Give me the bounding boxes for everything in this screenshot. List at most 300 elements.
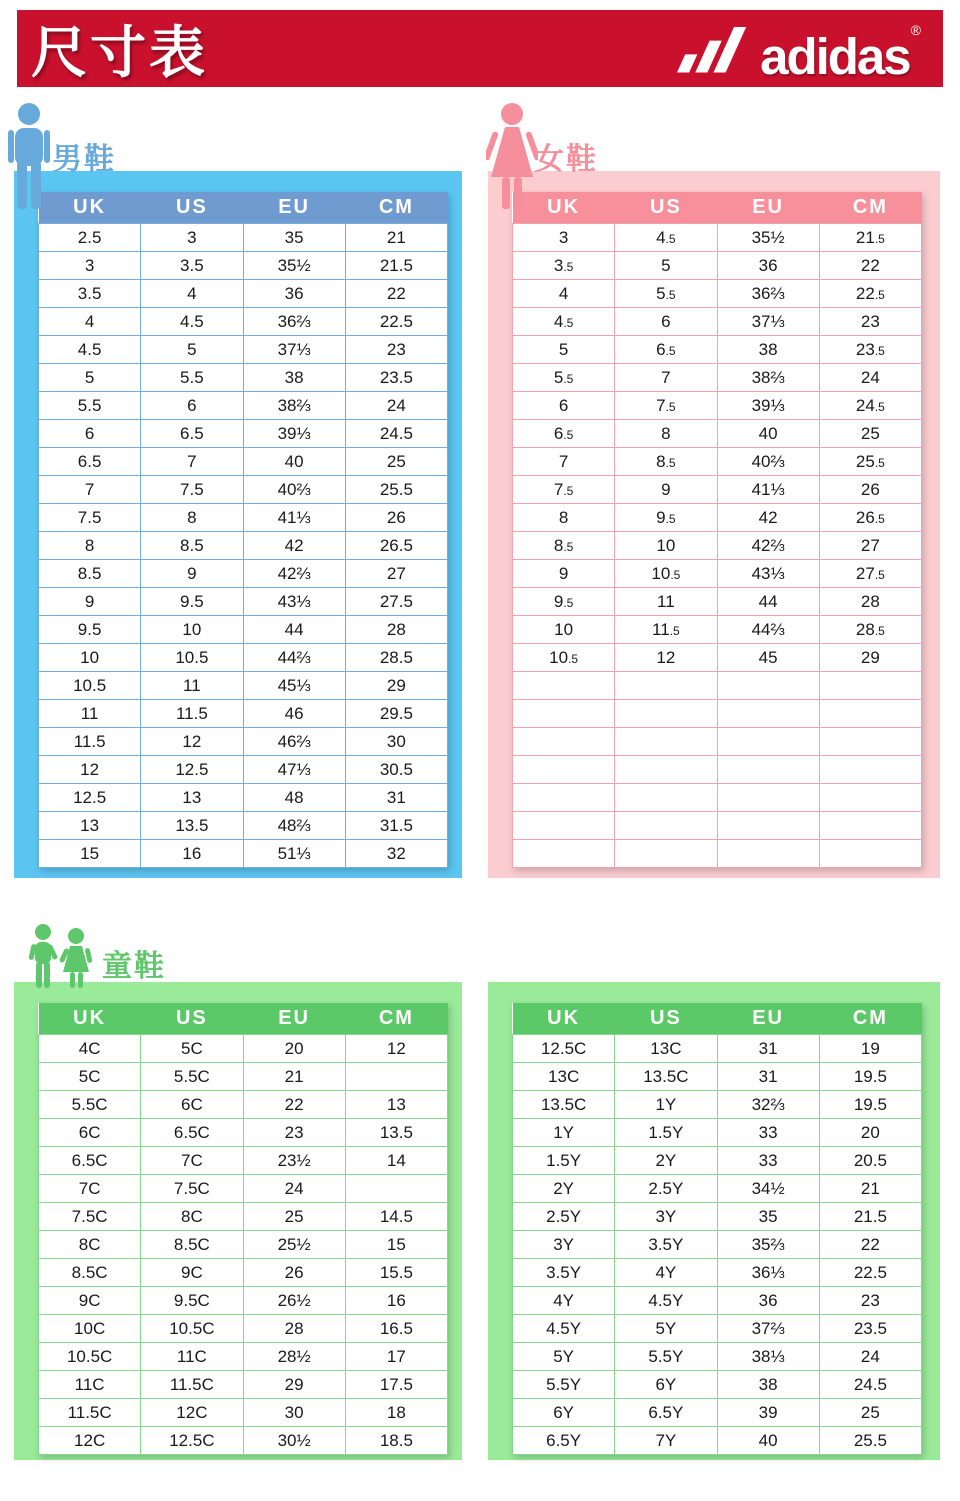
column-header: US: [141, 192, 243, 224]
table-cell: 10.5C: [39, 1343, 141, 1371]
table-cell: 29.5: [345, 700, 447, 728]
table-cell: 24.5: [345, 420, 447, 448]
table-cell: 6.5: [615, 336, 717, 364]
table-cell: [717, 812, 819, 840]
table-row: [39, 308, 448, 336]
table-cell: 36⅓: [717, 1259, 819, 1287]
table-cell: 9: [141, 560, 243, 588]
table-cell: 11.5: [615, 616, 717, 644]
table-cell: 22: [243, 1091, 345, 1119]
table-cell: 6C: [39, 1119, 141, 1147]
table-cell: 30: [345, 728, 447, 756]
table-cell: 10.5C: [141, 1315, 243, 1343]
table-cell: 8: [615, 420, 717, 448]
table-cell: 21.5: [819, 1203, 921, 1231]
table-row: [39, 1147, 448, 1175]
table-row: [513, 1203, 922, 1231]
table-cell: 21: [345, 224, 447, 252]
table-cell: 7Y: [615, 1427, 717, 1455]
table-cell: [615, 728, 717, 756]
table-cell: 39: [717, 1399, 819, 1427]
table-cell: 3.5: [513, 252, 615, 280]
table-cell: 35½: [717, 224, 819, 252]
size-table: [512, 1003, 922, 1455]
table-cell: 12: [141, 728, 243, 756]
table-cell: 27: [345, 560, 447, 588]
table-cell: 14.5: [345, 1203, 447, 1231]
table-cell: 23½: [243, 1147, 345, 1175]
table-cell: 24: [243, 1175, 345, 1203]
table-cell: [615, 840, 717, 868]
table-cell: [615, 672, 717, 700]
table-cell: 9.5: [513, 588, 615, 616]
table-row: [39, 1231, 448, 1259]
table-cell: 28.5: [345, 644, 447, 672]
table-cell: 29: [243, 1371, 345, 1399]
table-cell: [615, 756, 717, 784]
table-cell: 2.5: [39, 224, 141, 252]
table-cell: 38⅓: [717, 1343, 819, 1371]
table-cell: 4: [39, 308, 141, 336]
table-cell: 10C: [39, 1315, 141, 1343]
table-row: [513, 1091, 922, 1119]
table-cell: 30.5: [345, 756, 447, 784]
table-cell: 5: [615, 252, 717, 280]
table-cell: 37⅔: [717, 1315, 819, 1343]
table-cell: 32⅔: [717, 1091, 819, 1119]
table-cell: 23: [345, 336, 447, 364]
table-cell: 46⅔: [243, 728, 345, 756]
table-cell: 9.5: [141, 588, 243, 616]
table-cell: 2.5Y: [615, 1175, 717, 1203]
table-cell: 17.5: [345, 1371, 447, 1399]
table-cell: 27: [819, 532, 921, 560]
table-cell: 35: [243, 224, 345, 252]
table-cell: 13.5C: [615, 1063, 717, 1091]
table-cell: 2Y: [615, 1147, 717, 1175]
table-cell: 26.5: [819, 504, 921, 532]
table-cell: 36: [717, 252, 819, 280]
table-cell: 8.5C: [141, 1231, 243, 1259]
table-cell: 22.5: [345, 308, 447, 336]
table-cell: 5: [39, 364, 141, 392]
table-cell: 10.5: [141, 644, 243, 672]
table-cell: 37⅓: [243, 336, 345, 364]
table-cell: 7: [513, 448, 615, 476]
table-cell: 6.5: [141, 420, 243, 448]
registered-mark-icon: ®: [910, 22, 921, 38]
table-cell: 25½: [243, 1231, 345, 1259]
table-row: [513, 1371, 922, 1399]
table-cell: 5.5: [615, 280, 717, 308]
table-cell: [513, 672, 615, 700]
table-cell: 8: [513, 504, 615, 532]
table-row: [39, 392, 448, 420]
table-row: [39, 560, 448, 588]
table-cell: 42: [717, 504, 819, 532]
table-cell: 3.5: [39, 280, 141, 308]
table-row: [513, 420, 922, 448]
table-cell: [615, 812, 717, 840]
table-row: [39, 420, 448, 448]
table-cell: 27.5: [819, 560, 921, 588]
table-cell: 28½: [243, 1343, 345, 1371]
table-cell: 7.5: [615, 392, 717, 420]
table-cell: 5.5C: [39, 1091, 141, 1119]
table-row: [39, 1119, 448, 1147]
table-cell: 4.5Y: [615, 1287, 717, 1315]
table-cell: 22.5: [819, 1259, 921, 1287]
table-row: [513, 1147, 922, 1175]
table-row: [39, 1091, 448, 1119]
table-cell: 31: [345, 784, 447, 812]
table-cell: 1Y: [615, 1091, 717, 1119]
table-cell: 13.5: [141, 812, 243, 840]
table-cell: 32: [345, 840, 447, 868]
table-cell: 10: [141, 616, 243, 644]
table-cell: 6.5C: [141, 1119, 243, 1147]
table-row: [39, 448, 448, 476]
table-cell: 14: [345, 1147, 447, 1175]
table-cell: 7.5C: [141, 1175, 243, 1203]
table-cell: 13C: [615, 1035, 717, 1063]
table-cell: 3.5Y: [513, 1259, 615, 1287]
table-cell: 37⅓: [717, 308, 819, 336]
table-cell: 47⅓: [243, 756, 345, 784]
header-bar: [17, 10, 943, 87]
table-row: [513, 336, 922, 364]
table-cell: 29: [345, 672, 447, 700]
men-section-label: 男鞋: [52, 143, 116, 176]
table-cell: 23.5: [819, 336, 921, 364]
table-cell: [819, 784, 921, 812]
table-row: [39, 672, 448, 700]
table-cell: 10: [615, 532, 717, 560]
header-row: [513, 1003, 922, 1035]
table-row: [513, 1035, 922, 1063]
table-cell: 40⅔: [243, 476, 345, 504]
women-size-table: [512, 192, 922, 868]
table-cell: 30½: [243, 1427, 345, 1455]
table-cell: 12.5: [39, 784, 141, 812]
table-cell: 19.5: [819, 1091, 921, 1119]
table-cell: 36: [243, 280, 345, 308]
table-cell: 11.5C: [141, 1371, 243, 1399]
table-cell: 35: [717, 1203, 819, 1231]
table-cell: 4.5: [141, 308, 243, 336]
table-cell: 8.5: [39, 560, 141, 588]
table-cell: 11C: [39, 1371, 141, 1399]
table-cell: 19.5: [819, 1063, 921, 1091]
table-row: [513, 1063, 922, 1091]
empty-row: [513, 728, 922, 756]
table-cell: 48: [243, 784, 345, 812]
table-cell: [819, 840, 921, 868]
kids-left-size-table: [38, 1003, 448, 1455]
table-cell: 1.5Y: [513, 1147, 615, 1175]
table-cell: 7C: [141, 1147, 243, 1175]
table-cell: 8.5C: [39, 1259, 141, 1287]
table-cell: [717, 728, 819, 756]
children-icon: [28, 924, 96, 988]
table-cell: 5C: [39, 1063, 141, 1091]
table-cell: 39⅓: [717, 392, 819, 420]
empty-row: [513, 756, 922, 784]
table-cell: 6.5Y: [615, 1399, 717, 1427]
table-cell: 34½: [717, 1175, 819, 1203]
table-cell: 42⅔: [243, 560, 345, 588]
table-cell: 5: [513, 336, 615, 364]
table-cell: 7.5C: [39, 1203, 141, 1231]
table-cell: 12.5C: [141, 1427, 243, 1455]
table-cell: 48⅔: [243, 812, 345, 840]
table-cell: 29: [819, 644, 921, 672]
column-header: UK: [39, 192, 141, 224]
table-cell: 11.5C: [39, 1399, 141, 1427]
table-cell: 39⅓: [243, 420, 345, 448]
table-cell: 12C: [141, 1399, 243, 1427]
table-cell: [513, 756, 615, 784]
column-header: EU: [717, 1003, 819, 1035]
table-row: [39, 364, 448, 392]
table-row: [513, 448, 922, 476]
table-cell: 3.5: [141, 252, 243, 280]
table-row: [513, 1343, 922, 1371]
table-cell: 18.5: [345, 1427, 447, 1455]
table-cell: 35⅔: [717, 1231, 819, 1259]
column-header: EU: [243, 192, 345, 224]
table-cell: 1.5Y: [615, 1119, 717, 1147]
table-cell: 41⅓: [717, 476, 819, 504]
table-row: [513, 252, 922, 280]
table-cell: 36⅔: [243, 308, 345, 336]
table-cell: 8.5: [513, 532, 615, 560]
table-cell: 4C: [39, 1035, 141, 1063]
man-icon: [8, 103, 50, 209]
table-cell: 27.5: [345, 588, 447, 616]
woman-icon: [486, 103, 538, 209]
size-table: [38, 1003, 448, 1455]
table-cell: 5.5Y: [615, 1343, 717, 1371]
table-cell: 28: [345, 616, 447, 644]
table-cell: 1Y: [513, 1119, 615, 1147]
column-header: EU: [243, 1003, 345, 1035]
table-cell: 10: [513, 616, 615, 644]
table-row: [39, 700, 448, 728]
table-cell: 6.5: [513, 420, 615, 448]
table-cell: 43⅓: [243, 588, 345, 616]
table-cell: 40: [717, 420, 819, 448]
table-cell: 22: [345, 280, 447, 308]
table-cell: 7C: [39, 1175, 141, 1203]
table-cell: 7.5: [141, 476, 243, 504]
table-row: [513, 1427, 922, 1455]
table-cell: 5Y: [615, 1315, 717, 1343]
table-cell: 8C: [39, 1231, 141, 1259]
table-cell: 15: [39, 840, 141, 868]
table-row: [39, 616, 448, 644]
table-cell: 22.5: [819, 280, 921, 308]
table-cell: 25: [819, 420, 921, 448]
table-cell: 46: [243, 700, 345, 728]
table-cell: 8: [141, 504, 243, 532]
table-cell: 12: [345, 1035, 447, 1063]
table-cell: 24: [819, 1343, 921, 1371]
table-cell: 11.5: [141, 700, 243, 728]
table-cell: 10.5: [615, 560, 717, 588]
table-row: [513, 280, 922, 308]
table-cell: 22: [819, 1231, 921, 1259]
table-cell: [819, 728, 921, 756]
table-cell: 9.5: [615, 504, 717, 532]
table-cell: 5C: [141, 1035, 243, 1063]
table-cell: 8C: [141, 1203, 243, 1231]
table-cell: 6: [39, 420, 141, 448]
table-cell: [513, 812, 615, 840]
table-cell: 7.5: [513, 476, 615, 504]
table-row: [39, 1315, 448, 1343]
table-cell: 44⅔: [717, 616, 819, 644]
table-row: [39, 840, 448, 868]
table-row: [39, 1287, 448, 1315]
table-cell: 6Y: [615, 1371, 717, 1399]
table-row: [39, 1063, 448, 1091]
table-cell: 26: [819, 476, 921, 504]
table-cell: 23: [819, 1287, 921, 1315]
table-row: [513, 504, 922, 532]
adidas-stripes-icon: [677, 20, 753, 78]
table-cell: 23.5: [819, 1315, 921, 1343]
table-row: [39, 280, 448, 308]
table-cell: 42: [243, 532, 345, 560]
table-cell: 7.5: [39, 504, 141, 532]
table-cell: 24.5: [819, 392, 921, 420]
table-cell: [345, 1063, 447, 1091]
table-cell: [345, 1175, 447, 1203]
table-cell: 40⅔: [717, 448, 819, 476]
page-title: 尺寸表: [31, 20, 208, 84]
table-cell: [615, 784, 717, 812]
table-cell: 3: [513, 224, 615, 252]
table-cell: 24: [819, 364, 921, 392]
table-cell: 40: [717, 1427, 819, 1455]
empty-row: [513, 784, 922, 812]
table-cell: 12C: [39, 1427, 141, 1455]
table-cell: 4.5: [39, 336, 141, 364]
column-header: US: [615, 1003, 717, 1035]
table-cell: [513, 700, 615, 728]
column-header: EU: [717, 192, 819, 224]
table-cell: 5: [141, 336, 243, 364]
table-cell: [717, 756, 819, 784]
table-cell: 38⅔: [717, 364, 819, 392]
table-cell: 13: [345, 1091, 447, 1119]
header-row: [39, 192, 448, 224]
table-cell: 10.5: [513, 644, 615, 672]
table-cell: 5.5: [141, 364, 243, 392]
table-cell: 6: [615, 308, 717, 336]
table-row: [513, 1315, 922, 1343]
column-header: US: [615, 192, 717, 224]
women-section-label: 女鞋: [534, 143, 598, 176]
column-header: US: [141, 1003, 243, 1035]
table-cell: 13C: [513, 1063, 615, 1091]
table-cell: 4.5: [615, 224, 717, 252]
table-cell: 8.5: [615, 448, 717, 476]
header-row: [39, 1003, 448, 1035]
table-cell: 36: [717, 1287, 819, 1315]
table-cell: 6Y: [513, 1399, 615, 1427]
table-row: [39, 812, 448, 840]
table-cell: 20.5: [819, 1147, 921, 1175]
table-cell: [819, 672, 921, 700]
column-header: CM: [819, 192, 921, 224]
table-row: [39, 476, 448, 504]
table-cell: 9.5C: [141, 1287, 243, 1315]
table-cell: 28: [819, 588, 921, 616]
table-cell: 3: [39, 252, 141, 280]
table-cell: 33: [717, 1119, 819, 1147]
men-size-table: [38, 192, 448, 868]
table-cell: 9: [513, 560, 615, 588]
table-cell: [615, 700, 717, 728]
table-cell: 4.5Y: [513, 1315, 615, 1343]
size-table: [38, 192, 448, 868]
table-cell: 2Y: [513, 1175, 615, 1203]
table-cell: 26: [345, 504, 447, 532]
table-cell: [819, 700, 921, 728]
table-row: [513, 364, 922, 392]
table-cell: 8: [39, 532, 141, 560]
empty-row: [513, 672, 922, 700]
table-cell: 4Y: [513, 1287, 615, 1315]
table-cell: 6C: [141, 1091, 243, 1119]
table-cell: 18: [345, 1399, 447, 1427]
table-row: [513, 1119, 922, 1147]
table-row: [513, 616, 922, 644]
table-cell: 25: [819, 1399, 921, 1427]
table-cell: 26.5: [345, 532, 447, 560]
table-cell: 12.5C: [513, 1035, 615, 1063]
table-cell: 38⅔: [243, 392, 345, 420]
table-cell: [717, 700, 819, 728]
table-cell: 11: [615, 588, 717, 616]
table-cell: 13.5: [345, 1119, 447, 1147]
table-cell: 6.5C: [39, 1147, 141, 1175]
table-cell: [717, 672, 819, 700]
table-cell: 17: [345, 1343, 447, 1371]
table-cell: 8.5: [141, 532, 243, 560]
table-row: [39, 756, 448, 784]
table-cell: [717, 784, 819, 812]
table-row: [39, 532, 448, 560]
table-cell: 9.5: [39, 616, 141, 644]
empty-row: [513, 700, 922, 728]
adidas-wordmark: adidas: [760, 28, 910, 86]
table-row: [513, 476, 922, 504]
table-cell: 21.5: [345, 252, 447, 280]
table-cell: 13: [39, 812, 141, 840]
table-cell: 28.5: [819, 616, 921, 644]
size-table: [512, 192, 922, 868]
table-cell: 21: [819, 1175, 921, 1203]
table-row: [39, 1343, 448, 1371]
table-cell: 3.5Y: [615, 1231, 717, 1259]
table-cell: 25.5: [345, 476, 447, 504]
table-cell: 35½: [243, 252, 345, 280]
table-cell: 6.5: [39, 448, 141, 476]
table-cell: 42⅔: [717, 532, 819, 560]
